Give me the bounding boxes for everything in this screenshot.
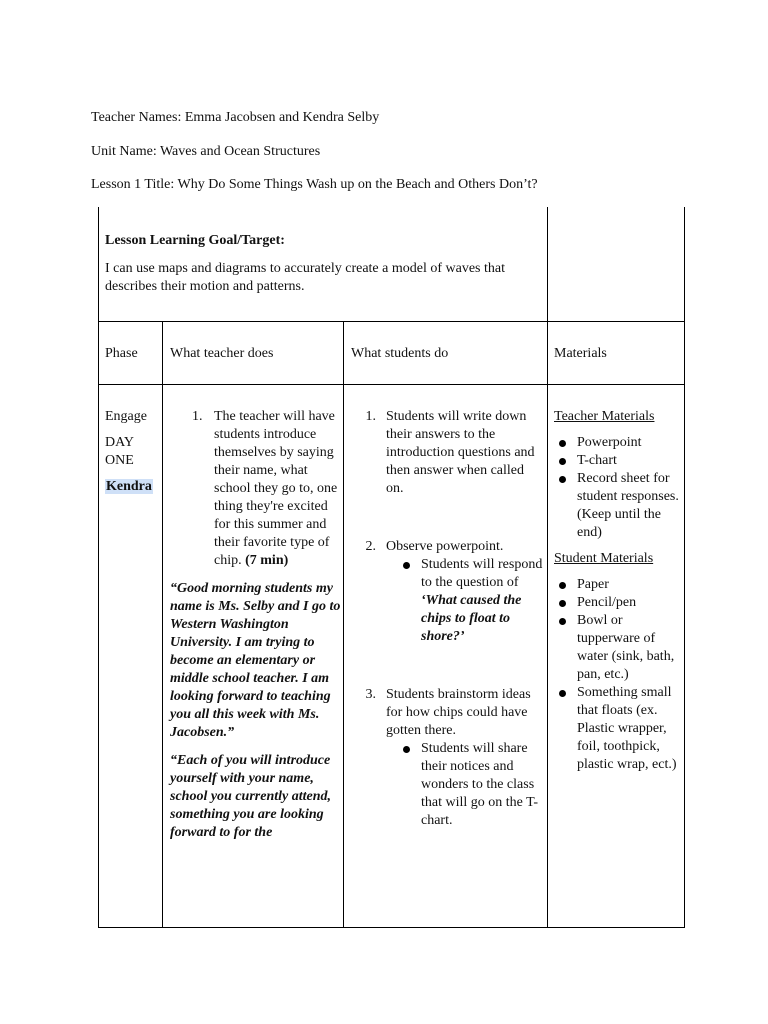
row-divider <box>98 321 685 322</box>
phase-day-number: ONE <box>105 453 134 468</box>
row-divider <box>98 384 685 385</box>
column-divider <box>343 321 344 928</box>
teacher-item-text: The teacher will have students introduce themselves by saying their name, what school they go to, one thing they're excited for this summer and their favorite type of chip. <box>214 409 338 568</box>
bullet-icon <box>403 562 410 569</box>
bullet-icon <box>559 582 566 589</box>
bullet-icon <box>559 618 566 625</box>
student-item-2 <box>354 538 544 646</box>
material-item: Paper <box>554 576 680 594</box>
column-header-materials: Materials <box>554 346 607 361</box>
column-divider <box>547 207 548 928</box>
goal-cell <box>105 232 541 296</box>
student-item-number: 1. <box>365 409 376 424</box>
bullet-icon <box>559 458 566 465</box>
lesson-plan-table <box>98 207 685 928</box>
bullet-icon <box>559 690 566 697</box>
material-item: Something small that floats (ex. Plastic wrapper, foil, toothpick, plastic wrap, ect.) <box>554 684 680 774</box>
student-subitem-text: Students will share their notices and wonders to the class that will go on the T-chart. <box>421 741 539 828</box>
bullet-icon <box>403 746 410 753</box>
students-cell <box>354 408 544 830</box>
student-item-1 <box>354 408 544 498</box>
bullet-icon <box>559 440 566 447</box>
goal-label: Lesson Learning Goal/Target: <box>105 233 285 248</box>
material-item: Record sheet for student responses. (Keep until the end) <box>554 470 680 542</box>
student-subitem-quote: ‘What caused the chips to float to shore?’ <box>421 593 522 644</box>
student-item-text: Students will write down their answers to the introduction questions and then answer when called on. <box>386 409 535 496</box>
student-item-number: 3. <box>365 687 376 702</box>
teacher-materials-list <box>554 434 680 542</box>
column-header-students: What students do <box>351 346 449 361</box>
phase-person: Kendra <box>106 479 152 494</box>
bullet-icon <box>559 476 566 483</box>
material-item: Powerpoint <box>554 434 680 452</box>
student-item-number: 2. <box>365 539 376 554</box>
material-item: T-chart <box>554 452 680 470</box>
teacher-quote-intro: “Good morning students my name is Ms. Selby and I go to Western Washington University. I am trying to become an elementary or middle school teacher. I am looking forward to teaching you all this week with Ms. Jacobsen.” <box>170 581 341 740</box>
column-header-phase: Phase <box>105 346 138 361</box>
student-item-text: Observe powerpoint. <box>386 539 504 554</box>
teacher-names: Teacher Names: Emma Jacobsen and Kendra Selby <box>91 110 380 125</box>
student-subitem <box>398 740 544 830</box>
material-item: Bowl or tupperware of water (sink, bath, pan, etc.) <box>554 612 680 684</box>
student-item-text: Students brainstorm ideas for how chips could have gotten there. <box>386 687 531 738</box>
phase-cell <box>105 408 161 496</box>
student-materials-heading: Student Materials <box>554 551 654 566</box>
student-materials-list <box>554 576 680 774</box>
teacher-quote-instructions: “Each of you will introduce yourself with your name, school you currently attend, something you are looking forward to for the <box>170 753 332 840</box>
column-header-teacher: What teacher does <box>170 346 274 361</box>
lesson-title: Lesson 1 Title: Why Do Some Things Wash up on the Beach and Others Don’t? <box>91 177 538 192</box>
teacher-materials-heading: Teacher Materials <box>554 409 655 424</box>
teacher-item <box>170 408 342 570</box>
teacher-item-time: (7 min) <box>245 553 289 568</box>
table-right-border <box>684 207 685 928</box>
table-bottom-border <box>98 927 685 928</box>
material-item: Pencil/pen <box>554 594 680 612</box>
table-left-border <box>98 207 99 928</box>
teacher-item-number: 1. <box>192 409 203 424</box>
goal-text: I can use maps and diagrams to accurately create a model of waves that describes their motion and patterns. <box>105 261 505 294</box>
materials-cell <box>554 408 680 774</box>
student-item-3 <box>354 686 544 830</box>
unit-name: Unit Name: Waves and Ocean Structures <box>91 144 321 159</box>
phase-name: Engage <box>105 409 147 424</box>
column-divider <box>162 321 163 928</box>
bullet-icon <box>559 600 566 607</box>
phase-day-label: DAY <box>105 435 135 450</box>
teacher-cell <box>170 408 342 842</box>
student-subitem-text: Students will respond to the question of <box>421 557 543 590</box>
student-subitem <box>398 556 544 646</box>
